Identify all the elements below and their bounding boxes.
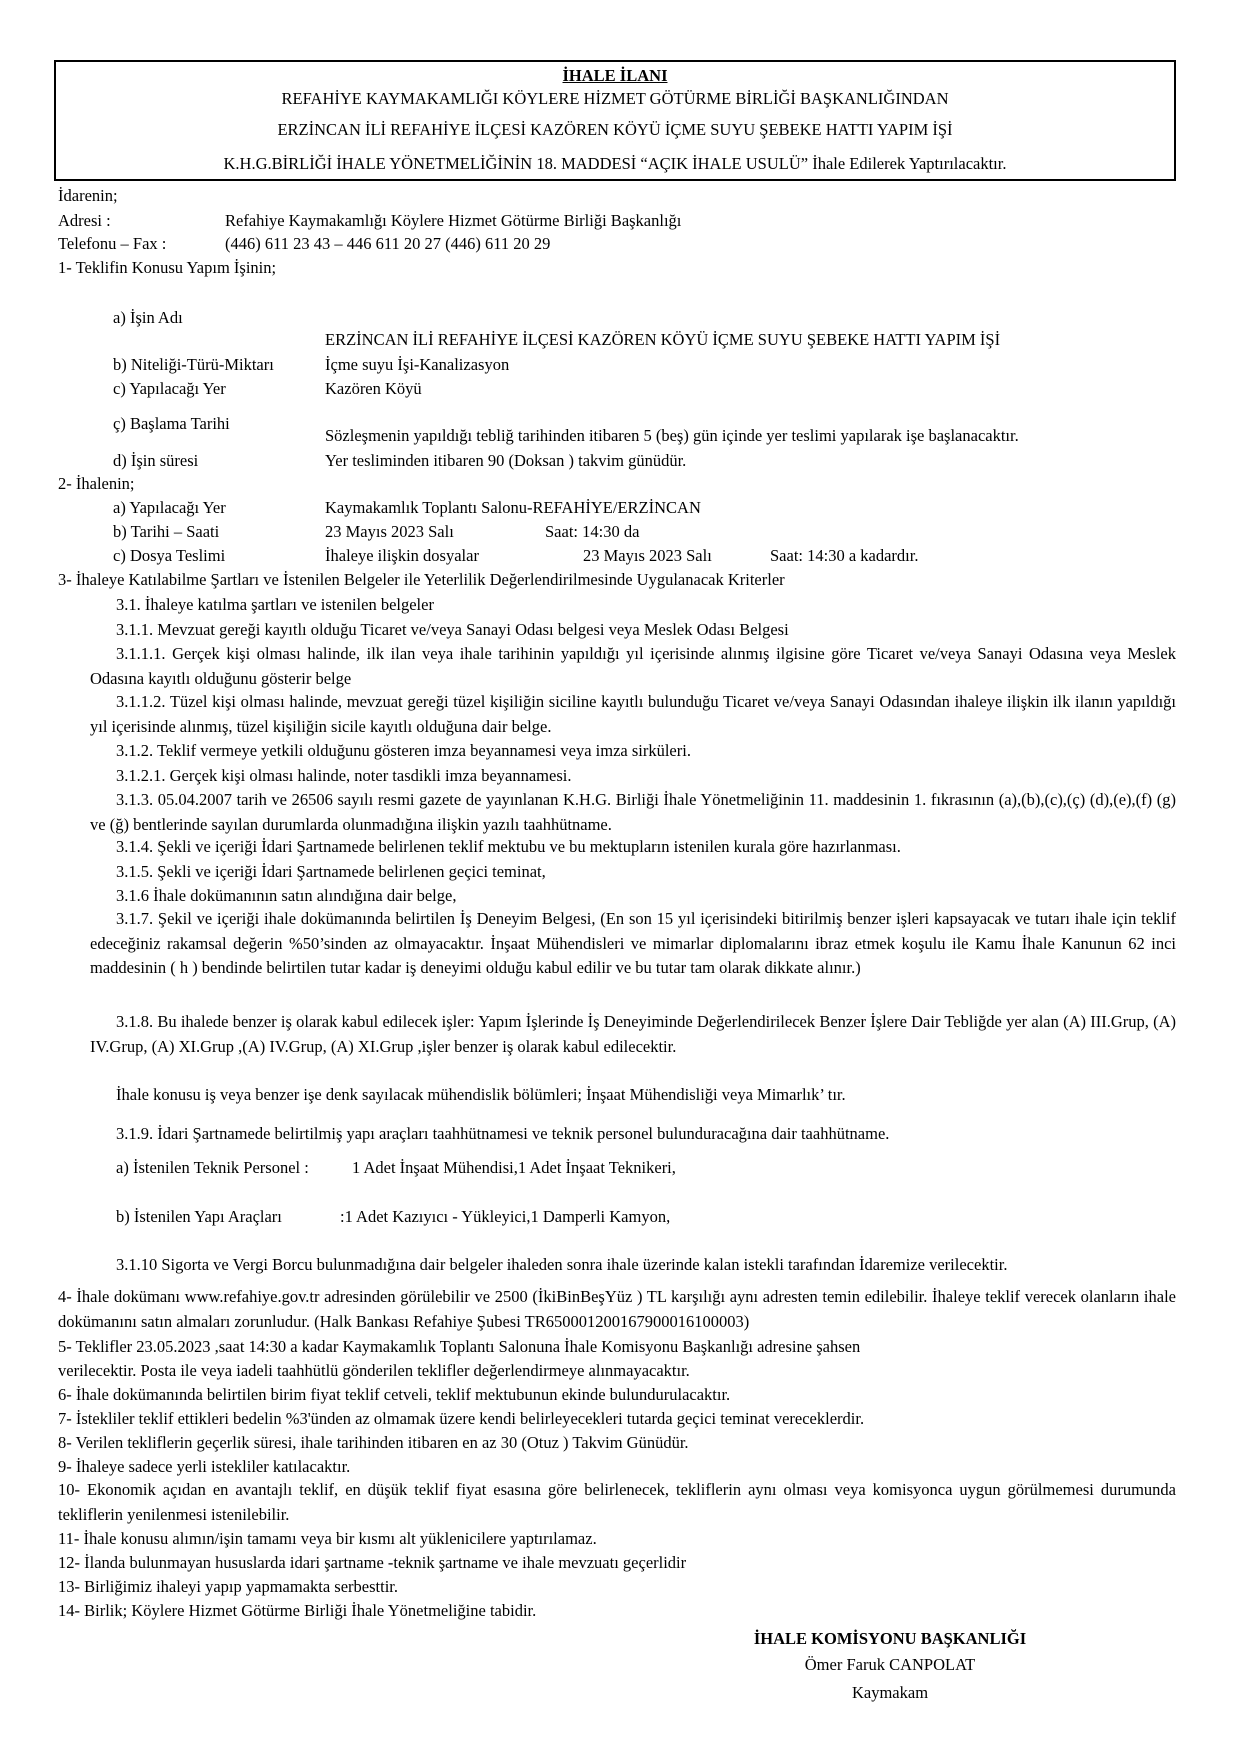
- item-8: 8- Verilen tekliflerin geçerlik süresi, ihale tarihinden itibaren en az 30 (Otuz ) Takvim Günüdür.: [58, 1433, 689, 1452]
- p3-1-5: 3.1.5. Şekli ve içeriği İdari Şartnamede belirlenen geçici teminat,: [116, 862, 546, 881]
- signature-title: İHALE KOMİSYONU BAŞKANLIĞI: [753, 1629, 1027, 1648]
- idare-heading: İdarenin;: [58, 186, 118, 205]
- p3-1-4: 3.1.4. Şekli ve içeriği İdari Şartnamede belirlenen teklif mektubu ve bu mektupların istenilen kurala göre hazırlanması.: [116, 837, 901, 856]
- p3-1-6: 3.1.6 İhale dokümanının satın alındığına dair belge,: [116, 886, 457, 905]
- section2-heading: 2- İhalenin;: [58, 474, 135, 493]
- s1-b-label: b) Niteliği-Türü-Miktarı: [113, 355, 274, 374]
- p3-1-10: 3.1.10 Sigorta ve Vergi Borcu bulunmadığına dair belgeler ihaleden sonra ihale üzerinde kalan istekli tarafından İdaremize verilecektir.: [116, 1255, 1008, 1274]
- item-14: 14- Birlik; Köylere Hizmet Götürme Birliği İhale Yönetmeliğine tabidir.: [58, 1601, 537, 1620]
- item-5-line2: verilecektir. Posta ile veya iadeli taahhütlü gönderilen teklifler değerlendirmeye alınmayacaktır.: [58, 1361, 690, 1380]
- personel-label: a) İstenilen Teknik Personel :: [116, 1158, 309, 1177]
- header-project: ERZİNCAN İLİ REFAHİYE İLÇESİ KAZÖREN KÖYÜ İÇME SUYU ŞEBEKE HATTI YAPIM İŞİ: [277, 120, 953, 139]
- personel-value: 1 Adet İnşaat Mühendisi,1 Adet İnşaat Teknikeri,: [352, 1158, 676, 1177]
- p3-1-9: 3.1.9. İdari Şartnamede belirtilmiş yapı araçları taahhütnamesi ve teknik personel bulunduracağına dair taahhütname.: [116, 1124, 890, 1143]
- item-6: 6- İhale dokümanında belirtilen birim fiyat teklif cetveli, teklif mektubunun ekinde bulundurulacaktır.: [58, 1385, 731, 1404]
- p3-1-8: 3.1.8. Bu ihalede benzer iş olarak kabul edilecek işler: Yapım İşlerinde İş Deneyiminde Değerlendirilecek Benzer İşlere Dair Tebliğde yer alan (A) III.Grup, (A) IV.Grup, (A) XI.Grup ,(A) IV.Grup, (A) XI.Grup ,işler benzer iş olarak kabul edilecektir.: [90, 1012, 1176, 1056]
- s1-cc-value: Sözleşmenin yapıldığı tebliğ tarihinden itibaren 5 (beş) gün içinde yer teslimi yapılarak işe başlanacaktır.: [325, 426, 1019, 445]
- s1-d-label: d) İşin süresi: [113, 451, 199, 470]
- signature-name: Ömer Faruk CANPOLAT: [804, 1655, 976, 1674]
- arac-value: :1 Adet Kazıyıcı - Yükleyici,1 Damperli Kamyon,: [340, 1207, 671, 1226]
- s1-a-label: a) İşin Adı: [113, 308, 183, 327]
- p3-1-1-1: 3.1.1.1. Gerçek kişi olması halinde, ilk ilan veya ihale tarihinin yapıldığı yıl içerisinde alınmış ilgisine göre Ticaret ve/veya Sanayi Odasına veya Meslek Odasına kayıtlı olduğunu gösterir belge: [90, 644, 1176, 688]
- s2-b-date: 23 Mayıs 2023 Salı: [325, 522, 454, 541]
- p3-1-2-1: 3.1.2.1. Gerçek kişi olması halinde, noter tasdikli imza beyannamesi.: [116, 766, 572, 785]
- header-box: [54, 60, 1176, 181]
- p3-1-1-2: 3.1.1.2. Tüzel kişi olması halinde, mevzuat gereği tüzel kişiliğin siciline kayıtlı bulunduğu Ticaret ve/veya Sanayi Odasından ihaleye ilişkin ilk ilanın yapıldığı yıl içerisinde alınmış, tüzel kişiliğin sicile kayıtlı olduğuna dair belge.: [90, 692, 1176, 736]
- s2-c-label: c) Dosya Teslimi: [113, 546, 226, 565]
- section1-heading: 1- Teklifin Konusu Yapım İşinin;: [58, 258, 277, 277]
- s1-d-value: Yer tesliminden itibaren 90 (Doksan ) takvim günüdür.: [325, 451, 687, 470]
- p3-1-3: 3.1.3. 05.04.2007 tarih ve 26506 sayılı resmi gazete de yayınlanan K.H.G. Birliği İhale Yönetmeliğinin 11. maddesinin 1. fıkrasının (a),(b),(c),(ç) (d),(e),(f) (g) ve (ğ) bentlerinde sayılan durumlarda olunmadığına ilişkin yazılı taahhütname.: [90, 790, 1176, 834]
- s1-cc-label: ç) Başlama Tarihi: [113, 414, 230, 433]
- item-4: 4- İhale dokümanı www.refahiye.gov.tr adresinden görülebilir ve 2500 (İkiBinBeşYüz ) TL karşılığı aynı adresten temin edilebilir. İhaleye teklif verecek olanların ihale dokümanını satın almaları zorunludur. (Halk Bankası Refahiye Şubesi TR650001200167900016100003): [58, 1287, 1176, 1331]
- s2-b-time: Saat: 14:30 da: [545, 522, 640, 541]
- header-issuer: REFAHİYE KAYMAKAMLIĞI KÖYLERE HİZMET GÖTÜRME BİRLİĞİ BAŞKANLIĞINDAN: [281, 89, 949, 108]
- p3-1-1: 3.1.1. Mevzuat gereği kayıtlı olduğu Ticaret ve/veya Sanayi Odası belgesi veya Meslek Odası Belgesi: [116, 620, 789, 639]
- s2-b-label: b) Tarihi – Saati: [113, 522, 220, 541]
- s2-c-value: İhaleye ilişkin dosyalar: [325, 546, 479, 565]
- document-title: İHALE İLANI: [562, 66, 668, 85]
- item-5-line1: 5- Teklifler 23.05.2023 ,saat 14:30 a kadar Kaymakamlık Toplantı Salonuna İhale Komisyonu Başkanlığı adresine şahsen: [58, 1337, 861, 1356]
- signature-role: Kaymakam: [851, 1683, 929, 1702]
- section3-heading: 3- İhaleye Katılabilme Şartları ve İstenilen Belgeler ile Yeterlilik Değerlendirilmesinde Uygulanacak Kriterler: [58, 570, 785, 589]
- s1-b-value: İçme suyu İşi-Kanalizasyon: [325, 355, 510, 374]
- s1-c-label: c) Yapılacağı Yer: [113, 379, 226, 398]
- header-method: K.H.G.BİRLİĞİ İHALE YÖNETMELİĞİNİN 18. MADDESİ “AÇIK İHALE USULÜ” İhale Edilerek Yaptırılacaktır.: [223, 154, 1007, 173]
- idare-adres-label: Adresi :: [58, 211, 111, 230]
- idare-adres-value: Refahiye Kaymakamlığı Köylere Hizmet Götürme Birliği Başkanlığı: [225, 211, 682, 230]
- s1-c-value: Kazören Köyü: [325, 379, 422, 398]
- s2-a-label: a) Yapılacağı Yer: [113, 498, 226, 517]
- item-13: 13- Birliğimiz ihaleyi yapıp yapmamakta serbesttir.: [58, 1577, 398, 1596]
- arac-label: b) İstenilen Yapı Araçları: [116, 1207, 282, 1226]
- s2-c-date: 23 Mayıs 2023 Salı: [583, 546, 712, 565]
- p3-1-2: 3.1.2. Teklif vermeye yetkili olduğunu gösteren imza beyannamesi veya imza sirküleri.: [116, 741, 691, 760]
- item-12: 12- İlanda bulunmayan hususlarda idari şartname -teknik şartname ve ihale mevzuatı geçerlidir: [58, 1553, 687, 1572]
- p3-1: 3.1. İhaleye katılma şartları ve istenilen belgeler: [116, 595, 434, 614]
- item-11: 11- İhale konusu alımın/işin tamamı veya bir kısmı alt yüklenicilere yaptırılamaz.: [58, 1529, 597, 1548]
- item-10: 10- Ekonomik açıdan en avantajlı teklif, en düşük teklif fiyat esasına göre belirlenecek, tekliflerin aynı olması veya komisyonca uygun görülmemesi durumunda tekliflerin yenilenmesi istenilebilir.: [58, 1480, 1176, 1524]
- s1-a-value: ERZİNCAN İLİ REFAHİYE İLÇESİ KAZÖREN KÖYÜ İÇME SUYU ŞEBEKE HATTI YAPIM İŞİ: [325, 330, 1001, 349]
- p3-1-7: 3.1.7. Şekil ve içeriği ihale dokümanında belirtilen İş Deneyim Belgesi, (En son 15 yıl içerisindeki bitirilmiş benzer işleri kapsayacak ve tutarı ihale için teklif edeceğiniz rakamsal değerin %50’sinden az olmayacaktır. İnşaat Mühendisleri ve mimarlar diplomalarını ibraz etmek koşulu ile Kamu İhale Kanunun 62 inci maddesinin ( h ) bendinde belirtilen tutar kadar iş deneyimi olduğu kabul edilir ve bu tutar tam olarak dikkate alınır.): [90, 909, 1176, 977]
- item-7: 7- İstekliler teklif ettikleri bedelin %3'ünden az olmamak üzere kendi belirleyecekleri tutarda geçici teminat vereceklerdir.: [58, 1409, 865, 1428]
- p-muhendislik: İhale konusu iş veya benzer işe denk sayılacak mühendislik bölümleri; İnşaat Mühendisliği veya Mimarlık’ tır.: [116, 1085, 846, 1104]
- idare-tel-value: (446) 611 23 43 – 446 611 20 27 (446) 611 20 29: [225, 234, 551, 253]
- s2-a-value: Kaymakamlık Toplantı Salonu-REFAHİYE/ERZİNCAN: [325, 498, 701, 517]
- item-9: 9- İhaleye sadece yerli istekliler katılacaktır.: [58, 1457, 351, 1476]
- s2-c-time: Saat: 14:30 a kadardır.: [770, 546, 919, 565]
- idare-tel-label: Telefonu – Fax :: [58, 234, 167, 253]
